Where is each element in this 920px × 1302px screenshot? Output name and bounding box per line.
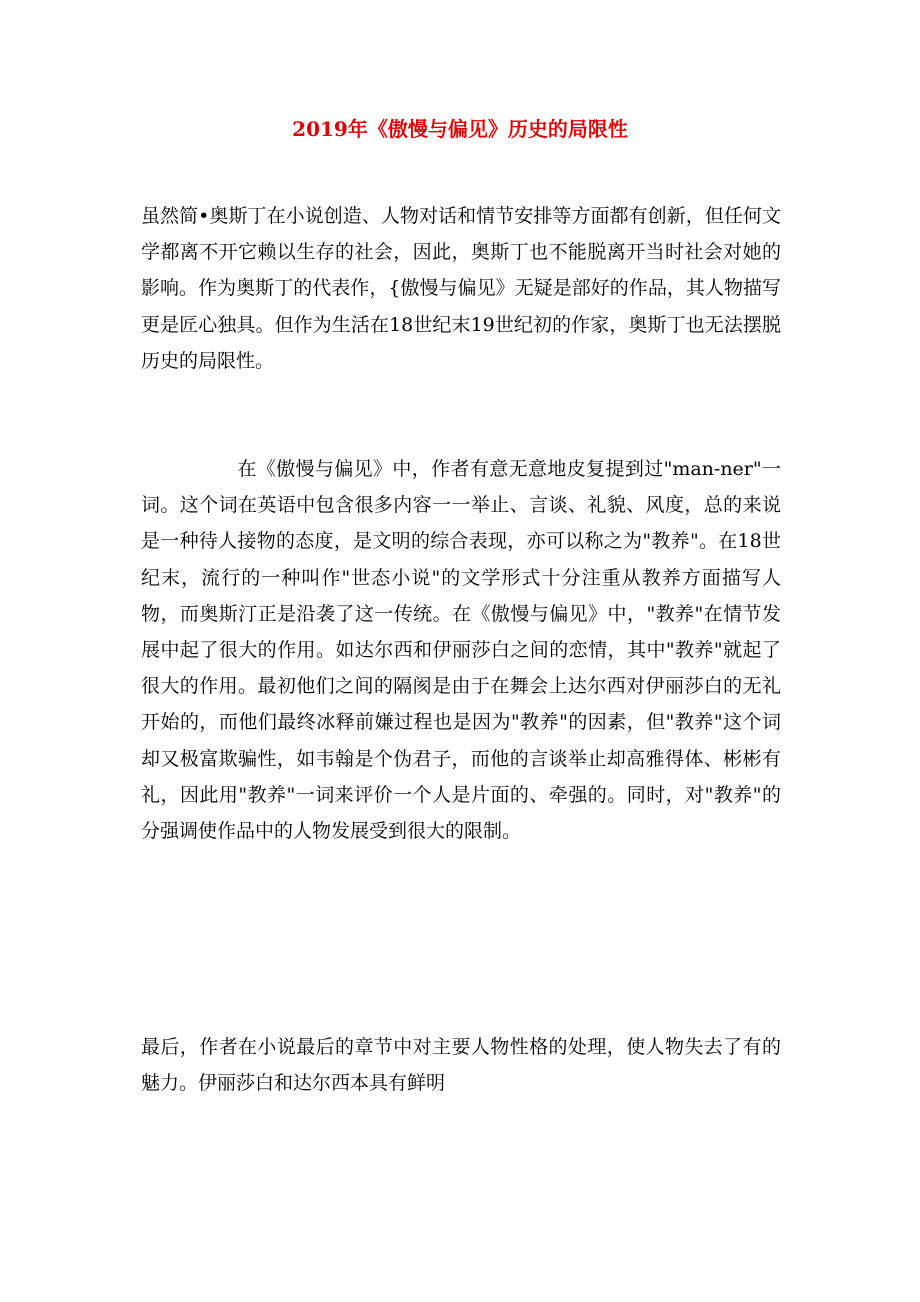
paragraph-2 (141, 451, 781, 849)
paragraph-1: 虽然简•奥斯丁在小说创造、人物对话和情节安排等方面都有创新，但任何文学都离不开它赖以生存的社会，因此，奥斯丁也不能脱离开当时社会对她的影响。作为奥斯丁的代表作，{傲慢与偏见》无疑是部好的作品，其人物描写更是匠心独具。但作为生活在18世纪末19世纪初的作家，奥斯丁也无法摆脱历史的局限性。 (141, 205, 781, 372)
paragraph-2-text: 在《傲慢与偏见》中，作者有意无意地皮复提到过"man-ner"一词。这个词在英语中包含很多内容一一举止、言谈、礼貌、风度，总的来说是一种待人接物的态度，是文明的综合表现，亦可以称之为"教养"。在18世纪末，流行的一种叫作"世态小说"的文学形式十分注重从教养方面描写人物，而奥斯汀正是沿袭了这一传统。在《傲慢与偏见》中，"教养"在情节发展中起了很大的作用。如达尔西和伊丽莎白之间的恋情，其中"教养"就起了很大的作用。最初他们之间的隔阂是由于在舞会上达尔西对伊丽莎白的无礼开始的，而他们最终冰释前嫌过程也是因为"教养"的因素，但"教养"这个词却又极富欺骗性，如韦翰是个伪君子，而他的言谈举止却高雅得体、彬彬有礼，因此用"教养"一词来评价一个人是片面的、牵强的。同时，对"教养"的分强调使作品中的人物发展受到很大的限制。 (141, 458, 781, 843)
paragraph-3: 最后，作者在小说最后的章节中对主要人物性格的处理，使人物失去了有的魅力。伊丽莎白和达尔西本具有鲜明 (141, 1036, 781, 1095)
document-title: 2019年《傲慢与偏见》历史的局限性 (292, 117, 628, 141)
